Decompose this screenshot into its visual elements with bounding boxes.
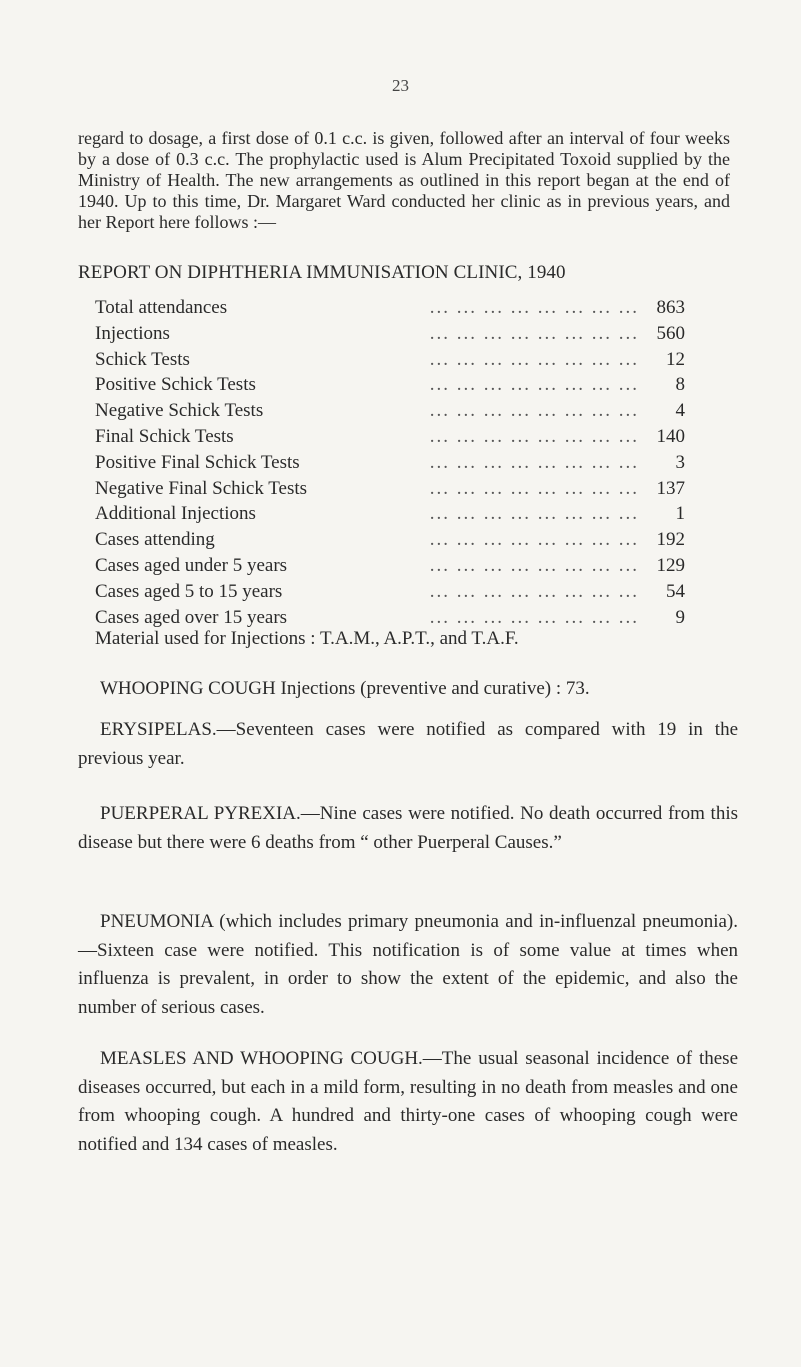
leader-dots: ... ... ... ... ... ... ... ... bbox=[429, 529, 639, 551]
stat-value: 129 bbox=[656, 554, 685, 576]
stat-row bbox=[95, 501, 685, 527]
stat-label: Final Schick Tests bbox=[95, 425, 234, 447]
leader-dots: ... ... ... ... ... ... ... ... bbox=[429, 297, 639, 318]
stat-label: Positive Schick Tests bbox=[95, 374, 256, 396]
puerperal-paragraph: PUERPERAL PYREXIA.—Nine cases were notified. No death occurred from this disease but there were 6 deaths from “ other Puerperal Causes.” bbox=[78, 803, 738, 853]
stat-row bbox=[95, 372, 685, 398]
stat-label: Additional Injections bbox=[95, 503, 256, 525]
leader-dots: ... ... ... ... ... ... ... ... bbox=[429, 580, 639, 602]
intro-paragraph: regard to dosage, a first dose of 0.1 c.c. is given, followed after an interval of four weeks by a dose of 0.3 c.c. The prophylactic used is Alum Precipitated Toxoid supplied by the Ministry of Health. The new arrangements as outlined in this report began at the end of 1940. Up to this time, Dr. Margaret Ward conducted her clinic as in previous years, and her Report here follows :— bbox=[78, 128, 730, 232]
stat-row bbox=[95, 553, 685, 579]
whooping-injections-paragraph: WHOOPING COUGH Injections (preventive and curative) : 73. bbox=[100, 678, 590, 699]
stat-label: Injections bbox=[95, 322, 170, 344]
stat-row bbox=[95, 476, 685, 502]
stat-value: 137 bbox=[656, 477, 685, 499]
stat-value: 1 bbox=[675, 503, 685, 525]
stat-row bbox=[95, 579, 685, 605]
stat-row bbox=[95, 605, 685, 631]
stats-table bbox=[95, 295, 685, 630]
stat-label: Total attendances bbox=[95, 297, 228, 318]
stat-row bbox=[95, 527, 685, 553]
measles-paragraph: MEASLES AND WHOOPING COUGH.—The usual seasonal incidence of these diseases occurred, but each in a mild form, resulting in no death from measles and one from whooping cough. A hundred and thirty-one cases of whooping cough were notified and 134 cases of measles. bbox=[78, 1048, 738, 1155]
stat-value: 863 bbox=[656, 297, 685, 318]
leader-dots: ... ... ... ... ... ... ... ... bbox=[429, 554, 639, 576]
leader-dots: ... ... ... ... ... ... ... ... bbox=[429, 451, 639, 473]
pneumonia-paragraph: PNEUMONIA (which includes primary pneumonia and in-influenzal pneumonia).—Sixteen case were notified. This notification is of some value at times when influenza is prevalent, in order to show the extent of the epidemic, and also the number of serious cases. bbox=[78, 911, 738, 1018]
stat-row bbox=[95, 321, 685, 347]
leader-dots: ... ... ... ... ... ... ... ... bbox=[429, 348, 639, 370]
stat-value: 9 bbox=[675, 606, 685, 628]
leader-dots: ... ... ... ... ... ... ... ... bbox=[429, 606, 639, 628]
leader-dots: ... ... ... ... ... ... ... ... bbox=[429, 374, 639, 396]
stat-value: 8 bbox=[675, 374, 685, 396]
stat-label: Cases attending bbox=[95, 529, 215, 551]
leader-dots: ... ... ... ... ... ... ... ... bbox=[429, 400, 639, 422]
stat-label: Cases aged under 5 years bbox=[95, 554, 288, 576]
stat-label: Cases aged over 15 years bbox=[95, 606, 288, 628]
stat-value: 4 bbox=[675, 400, 685, 422]
stat-row bbox=[95, 347, 685, 373]
stat-value: 192 bbox=[656, 529, 685, 551]
material-line: Material used for Injections : T.A.M., A.P.T., and T.A.F. bbox=[95, 628, 519, 649]
stat-value: 3 bbox=[675, 451, 685, 473]
stat-label: Cases aged 5 to 15 years bbox=[95, 580, 283, 602]
report-heading: REPORT ON DIPHTHERIA IMMUNISATION CLINIC, 1940 bbox=[78, 262, 566, 283]
stat-row bbox=[95, 424, 685, 450]
leader-dots: ... ... ... ... ... ... ... ... bbox=[429, 322, 639, 344]
erysipelas-paragraph: ERYSIPELAS.—Seventeen cases were notified as compared with 19 in the previous year. bbox=[78, 719, 738, 769]
page-number: 23 bbox=[392, 76, 409, 95]
leader-dots: ... ... ... ... ... ... ... ... bbox=[429, 425, 639, 447]
stat-row bbox=[95, 295, 685, 321]
stat-value: 12 bbox=[666, 348, 685, 370]
stat-value: 560 bbox=[656, 322, 685, 344]
stat-label: Negative Final Schick Tests bbox=[95, 477, 308, 499]
stat-value: 54 bbox=[666, 580, 685, 602]
leader-dots: ... ... ... ... ... ... ... ... bbox=[429, 477, 639, 499]
stat-value: 140 bbox=[656, 425, 685, 447]
leader-dots: ... ... ... ... ... ... ... ... bbox=[429, 503, 639, 525]
stat-label: Positive Final Schick Tests bbox=[95, 451, 300, 473]
stat-row bbox=[95, 398, 685, 424]
stat-label: Negative Schick Tests bbox=[95, 400, 264, 422]
stat-row bbox=[95, 450, 685, 476]
stat-label: Schick Tests bbox=[95, 348, 190, 370]
